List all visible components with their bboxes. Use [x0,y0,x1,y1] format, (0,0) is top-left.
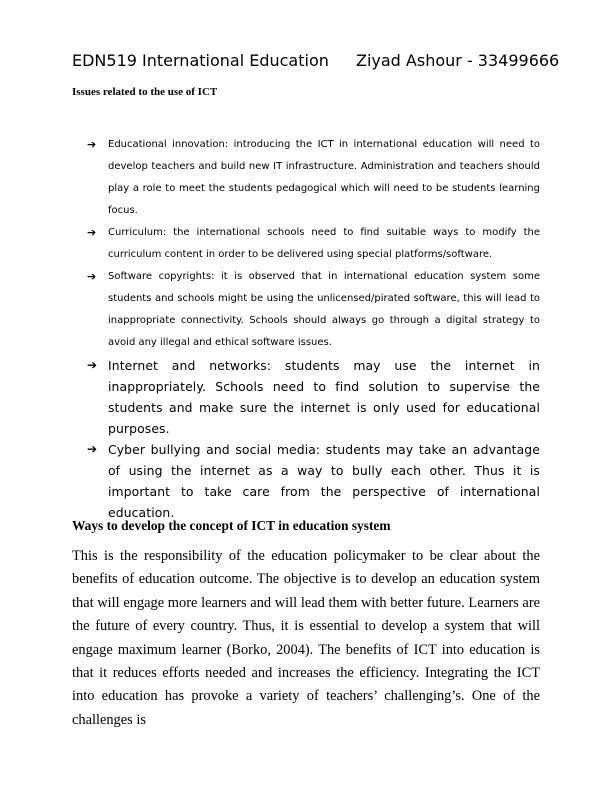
course-title: EDN519 International Education [72,51,329,70]
issues-list [87,134,540,523]
right-arrow-icon: ➔ [87,138,97,151]
author-id: Ziyad Ashour - 33499666 [356,51,560,70]
list-item-text: Curriculum: the international schools need to find suitable ways to modify the curriculum content in order to be delivered using special platforms/software. [108,227,540,260]
right-arrow-icon: ➔ [87,226,97,239]
list-item [87,134,540,222]
right-arrow-icon: ➔ [87,358,98,372]
body-paragraph: This is the responsibility of the education policymaker to be clear about the benefits of education outcome. The objective is to develop an education system that will engage more learners and will lead them with better future. Learners are the future of every country. Thus, it is essential to develop a system that will engage maximum learner (Borko, 2004). The benefits of ICT into education is that it reduces efforts needed and increases the efficiency. Integrating the ICT into education has provoke a variety of teachers’ challenging’s. One of the challenges is [72,548,540,728]
right-arrow-icon: ➔ [87,270,97,283]
list-item-text: Internet and networks: students may use the internet in inappropriately. Schools need to find solution to supervise the students and make sure the internet is only used for educational purposes. [108,358,540,436]
section-title: Ways to develop the concept of ICT in education system [72,518,391,533]
issues-heading: Issues related to the use of ICT [72,86,218,98]
list-item [87,439,540,523]
list-item-text: Educational innovation: introducing the ICT in international education will need to develop teachers and build new IT infrastructure. Administration and teachers should play a role to meet the students pedagogical which will need to be students learning focus. [108,139,540,216]
list-item [87,222,540,266]
right-arrow-icon: ➔ [87,442,98,456]
list-item [87,355,540,439]
list-item-text: Software copyrights: it is observed that in international education system some students and schools might be using the unlicensed/pirated software, this will lead to inappropriate connectivity. Schools should always go through a digital strategy to avoid any illegal and ethical software issues. [108,271,540,348]
list-item [87,266,540,354]
list-item-text: Cyber bullying and social media: students may take an advantage of using the internet as a way to bully each other. Thus it is important to take care from the perspective of international education. [108,442,540,520]
